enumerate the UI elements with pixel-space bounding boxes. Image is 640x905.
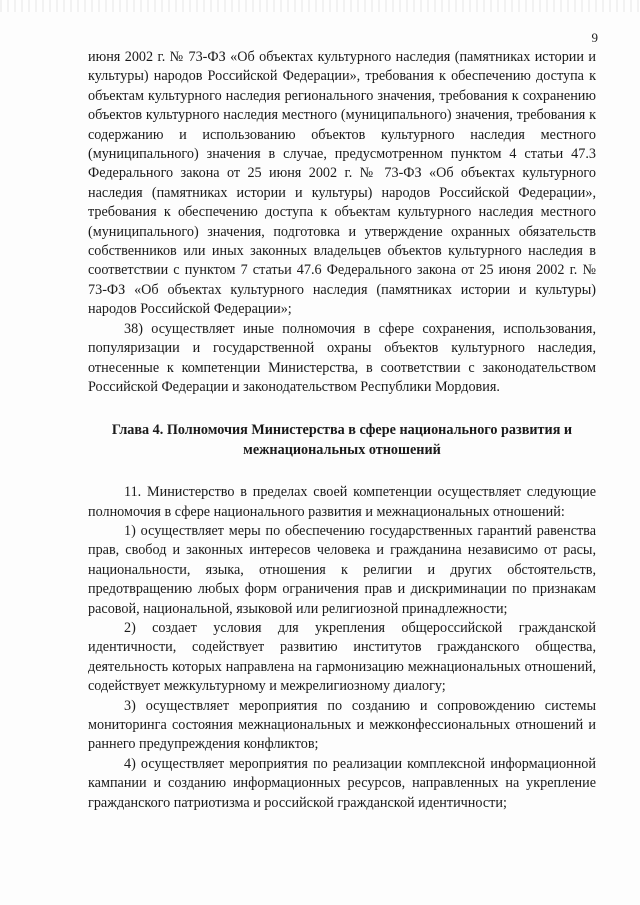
paragraph-section-11: 11. Министерство в пределах своей компетенции осуществляет следующие полномочия в сфере национального развития и межнациональных отношений: — [88, 484, 596, 520]
document-body — [88, 48, 596, 813]
paragraph-item-4: 4) осуществляет мероприятия по реализации комплексной информационной кампании и созданию информационных ресурсов, направленных на укрепление гражданского патриотизма и российской гражданской идентичности; — [88, 755, 596, 811]
paragraph-item-1: 1) осуществляет меры по обеспечению государственных гарантий равенства прав, свобод и законных интересов человека и гражданина независимо от расы, национальности, языка, отношения к религии и других обстоятельств, предотвращению любых форм ограничения прав и дискриминации по признакам расовой, национальной, языковой или религиозной принадлежности; — [88, 522, 596, 617]
page-number: 9 — [591, 30, 598, 45]
paragraph-item-38: 38) осуществляет иные полномочия в сфере сохранения, использования, популяризации и государственной охраны объектов культурного наследия, отнесенные к компетенции Министерства, в соответствии с законодательством Российской Федерации и законодательством Республики Мордовия. — [88, 320, 596, 395]
paragraph-item-2: 2) создает условия для укрепления общероссийской гражданской идентичности, содействует развитию институтов гражданского общества, деятельность которых направлена на гармонизацию межнациональных отношений, содействует межкультурному и межрелигиозному диалогу; — [88, 619, 596, 695]
paragraph-continuation: июня 2002 г. № 73-ФЗ «Об объектах культурного наследия (памятниках истории и культуры) народов Российской Федерации», требования к обеспечению доступа к объектам культурного наследия регионального значения, требования к сохранению объектов культурного наследия местного (муниципального) значения, требования к содержанию и использованию объектов культурного наследия местного (муниципального) значения в случае, предусмотренном пунктом 4 статьи 47.3 Федерального закона от 25 июня 2002 г. № 73-ФЗ «Об объектах культурного наследия (памятниках истории и культуры) народов Российской Федерации», требования к обеспечению доступа к объектам культурного наследия местного (муниципального) значения, подготовка и утверждение охранных обязательств собственников или иных законных владельцев объектов культурного наследия в соответствии с пунктом 7 статьи 47.6 Федерального закона от 25 июня 2002 г. № 73-ФЗ «Об объектах культурного наследия (памятниках истории и культуры) народов Российской Федерации»; — [88, 49, 596, 318]
chapter-heading: Глава 4. Полномочия Министерства в сфере национального развития и межнациональных отношений — [111, 422, 573, 458]
scan-noise — [0, 0, 640, 12]
paragraph-item-3: 3) осуществляет мероприятия по созданию и сопровождению системы мониторинга состояния межнациональных и межконфессиональных отношений и раннего предупреждения конфликтов; — [88, 697, 596, 753]
